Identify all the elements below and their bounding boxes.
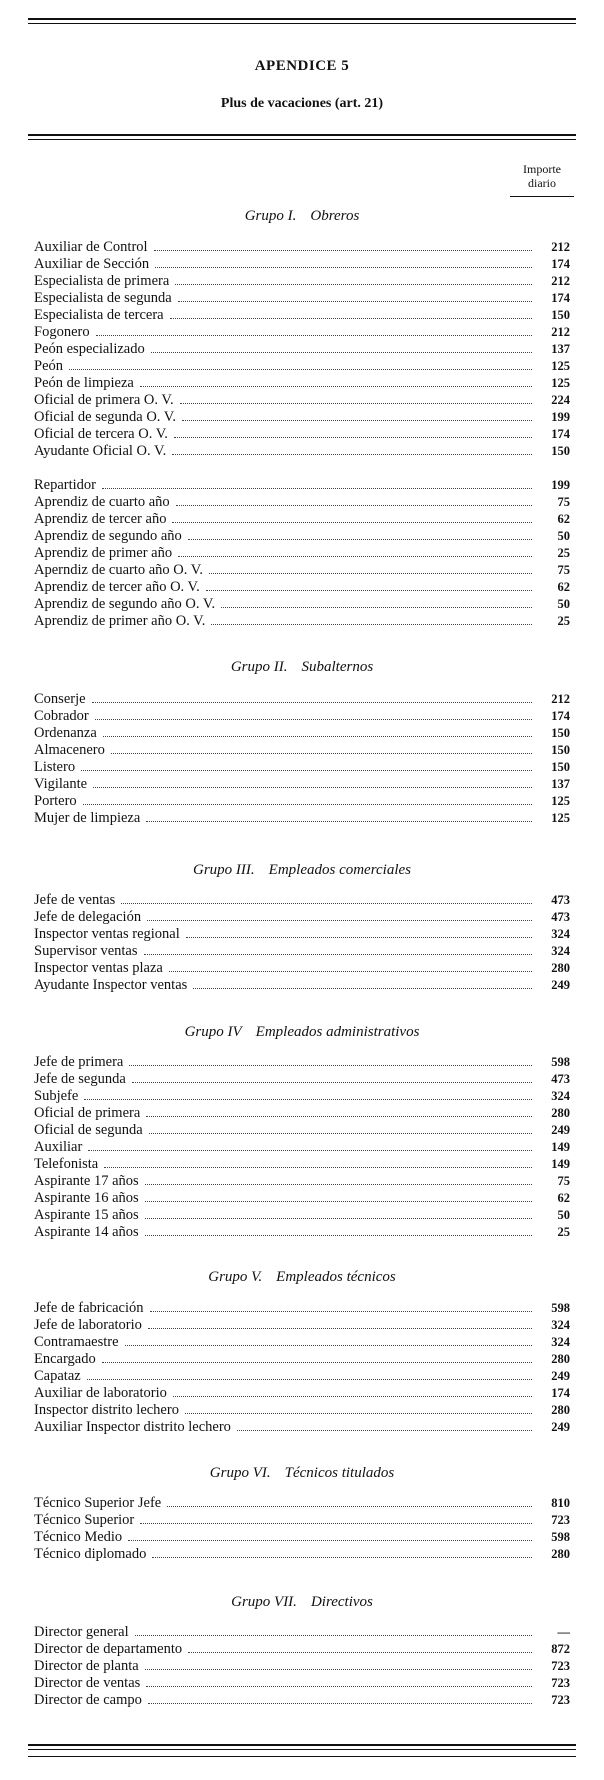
- row-label: Repartidor: [34, 477, 97, 493]
- dot-leader: [88, 1150, 532, 1151]
- row-value: 598: [551, 1530, 570, 1544]
- row-label: Listero: [34, 759, 76, 775]
- table-row: [34, 1512, 570, 1529]
- dot-leader: [151, 352, 532, 353]
- row-value: 324: [551, 927, 570, 941]
- table-row: [34, 1139, 570, 1156]
- table-row: [34, 1368, 570, 1385]
- group-number: Grupo VII.: [231, 1594, 297, 1610]
- group-title: [0, 1594, 604, 1611]
- row-label: Auxiliar de laboratorio: [34, 1385, 167, 1401]
- row-label: Peón especializado: [34, 341, 145, 357]
- row-label: Aprendiz de tercer año O. V.: [34, 579, 200, 595]
- row-value: 125: [551, 811, 570, 825]
- row-label: Supervisor ventas: [34, 943, 138, 959]
- dot-leader: [169, 971, 532, 972]
- group-number: Grupo II.: [230, 659, 288, 675]
- row-label: Cobrador: [34, 708, 89, 724]
- dot-leader: [140, 386, 532, 387]
- row-value: 212: [551, 692, 570, 706]
- dot-leader: [172, 522, 532, 523]
- group-title: [0, 208, 604, 225]
- row-label: Almacenero: [34, 742, 105, 758]
- table-row: [34, 545, 570, 562]
- table-row: [34, 358, 570, 375]
- table-row: [34, 1156, 570, 1173]
- group-name: Empleados comerciales: [268, 862, 411, 878]
- table-row: [34, 691, 570, 708]
- row-label: Peón: [34, 358, 63, 374]
- dot-leader: [146, 1686, 532, 1687]
- top-rule: [28, 18, 576, 20]
- column-header: Importe diario: [523, 162, 561, 190]
- row-value: 280: [551, 1403, 570, 1417]
- table-row: [34, 324, 570, 341]
- dot-leader: [146, 1116, 532, 1117]
- row-label: Auxiliar de Control: [34, 239, 148, 255]
- table-row: [34, 1054, 570, 1071]
- row-label: Inspector ventas plaza: [34, 960, 163, 976]
- group-table: [34, 1624, 570, 1709]
- dot-leader: [103, 736, 532, 737]
- dot-leader: [173, 1396, 532, 1397]
- row-value: 280: [551, 1547, 570, 1561]
- table-row: [34, 426, 570, 443]
- row-value: 280: [551, 961, 570, 975]
- row-label: Inspector ventas regional: [34, 926, 180, 942]
- table-row: [34, 1334, 570, 1351]
- row-label: Aprendiz de primer año: [34, 545, 173, 561]
- row-value: 723: [551, 1659, 570, 1673]
- dot-leader: [148, 1328, 532, 1329]
- table-row: [34, 392, 570, 409]
- group-table: [34, 691, 570, 827]
- row-value: 25: [557, 614, 570, 628]
- row-value: 473: [551, 893, 570, 907]
- row-value: 473: [551, 910, 570, 924]
- dot-leader: [147, 920, 532, 921]
- row-label: Jefe de delegación: [34, 909, 142, 925]
- table-row: [34, 1495, 570, 1512]
- page-title: APENDICE 5: [254, 58, 350, 74]
- bottom-rule: [28, 1744, 576, 1746]
- dot-leader: [132, 1082, 532, 1083]
- table-row: [34, 528, 570, 545]
- table-row: [34, 494, 570, 511]
- table-row: [34, 596, 570, 613]
- table-row: [34, 960, 570, 977]
- dot-leader: [185, 1413, 532, 1414]
- table-row: [34, 909, 570, 926]
- row-value: 199: [551, 478, 570, 492]
- row-value: 150: [551, 760, 570, 774]
- group-table: [34, 892, 570, 994]
- dot-leader: [180, 403, 532, 404]
- row-value: 174: [551, 291, 570, 305]
- dot-leader: [95, 719, 532, 720]
- table-row: [34, 375, 570, 392]
- row-label: Aspirante 15 años: [34, 1207, 139, 1223]
- dot-leader: [170, 318, 532, 319]
- table-row: [34, 256, 570, 273]
- row-label: Auxiliar de Sección: [34, 256, 150, 272]
- dot-leader: [145, 1669, 532, 1670]
- group-title: [0, 1465, 604, 1482]
- dot-leader: [128, 1540, 532, 1541]
- dot-leader: [145, 1218, 532, 1219]
- row-value: 810: [551, 1496, 570, 1510]
- row-label: Mujer de limpieza: [34, 810, 141, 826]
- dot-leader: [175, 284, 532, 285]
- dot-leader: [144, 954, 533, 955]
- dot-leader: [221, 607, 532, 608]
- row-value: —: [557, 1625, 570, 1639]
- dot-leader: [145, 1235, 532, 1236]
- row-label: Aspirante 17 años: [34, 1173, 139, 1189]
- group-table: [34, 1495, 570, 1563]
- row-value: 249: [551, 1123, 570, 1137]
- dot-leader: [83, 804, 532, 805]
- dot-leader: [102, 1362, 532, 1363]
- row-value: 199: [551, 410, 570, 424]
- row-value: 75: [557, 1174, 570, 1188]
- table-row: [34, 579, 570, 596]
- row-value: 125: [551, 359, 570, 373]
- table-row: [34, 1088, 570, 1105]
- row-value: 249: [551, 1420, 570, 1434]
- row-value: 150: [551, 308, 570, 322]
- table-row: [34, 742, 570, 759]
- dot-leader: [178, 301, 532, 302]
- row-label: Oficial de tercera O. V.: [34, 426, 168, 442]
- table-row: [34, 1546, 570, 1563]
- row-label: Director general: [34, 1624, 129, 1640]
- dot-leader: [150, 1311, 533, 1312]
- dot-leader: [92, 702, 532, 703]
- table-row: [34, 1351, 570, 1368]
- row-value: 25: [557, 546, 570, 560]
- table-row: [34, 1224, 570, 1241]
- group-number: Grupo III.: [193, 862, 255, 878]
- row-label: Contramaestre: [34, 1334, 119, 1350]
- table-row: [34, 511, 570, 528]
- table-row: [34, 1529, 570, 1546]
- dot-leader: [81, 770, 532, 771]
- row-value: 125: [551, 794, 570, 808]
- table-row: [34, 443, 570, 460]
- table-row: [34, 977, 570, 994]
- dot-leader: [193, 988, 532, 989]
- row-label: Ordenanza: [34, 725, 97, 741]
- row-value: 224: [551, 393, 570, 407]
- row-value: 723: [551, 1513, 570, 1527]
- table-row: [34, 759, 570, 776]
- dot-leader: [188, 1652, 532, 1653]
- table-row: [34, 1692, 570, 1709]
- header-rule-thin: [28, 139, 576, 140]
- group-name: Subalternos: [301, 659, 374, 675]
- row-value: 150: [551, 726, 570, 740]
- group-number: Grupo I.: [244, 208, 297, 224]
- table-row: [34, 810, 570, 827]
- dot-leader: [176, 505, 532, 506]
- dot-leader: [149, 1133, 532, 1134]
- row-label: Ayudante Inspector ventas: [34, 977, 188, 993]
- row-label: Aprendiz de segundo año: [34, 528, 182, 544]
- row-value: 280: [551, 1352, 570, 1366]
- row-label: Jefe de primera: [34, 1054, 124, 1070]
- row-value: 137: [551, 777, 570, 791]
- group-title: [0, 1024, 604, 1041]
- row-label: Oficial de primera: [34, 1105, 141, 1121]
- dot-leader: [146, 821, 532, 822]
- table-row: [34, 273, 570, 290]
- row-label: Director de departamento: [34, 1641, 183, 1657]
- dot-leader: [140, 1523, 532, 1524]
- row-label: Ayudante Oficial O. V.: [34, 443, 167, 459]
- row-value: 75: [557, 495, 570, 509]
- row-value: 50: [557, 529, 570, 543]
- group-title: [0, 659, 604, 676]
- group-table: [34, 477, 570, 630]
- dot-leader: [174, 437, 532, 438]
- dot-leader: [102, 488, 532, 489]
- row-value: 324: [551, 1318, 570, 1332]
- row-label: Telefonista: [34, 1156, 99, 1172]
- row-label: Fogonero: [34, 324, 90, 340]
- dot-leader: [84, 1099, 532, 1100]
- row-value: 249: [551, 1369, 570, 1383]
- row-value: 723: [551, 1693, 570, 1707]
- dot-leader: [237, 1430, 532, 1431]
- row-label: Director de planta: [34, 1658, 139, 1674]
- row-value: 723: [551, 1676, 570, 1690]
- dot-leader: [121, 903, 532, 904]
- row-value: 75: [557, 563, 570, 577]
- row-label: Jefe de segunda: [34, 1071, 126, 1087]
- group-name: Obreros: [310, 208, 360, 224]
- dot-leader: [206, 590, 532, 591]
- row-label: Oficial de segunda O. V.: [34, 409, 177, 425]
- table-row: [34, 793, 570, 810]
- row-value: 150: [551, 444, 570, 458]
- row-label: Jefe de fabricación: [34, 1300, 144, 1316]
- row-label: Oficial de segunda: [34, 1122, 143, 1138]
- row-label: Inspector distrito lechero: [34, 1402, 179, 1418]
- row-label: Especialista de segunda: [34, 290, 172, 306]
- row-value: 324: [551, 944, 570, 958]
- table-row: [34, 926, 570, 943]
- row-value: 598: [551, 1301, 570, 1315]
- table-row: [34, 892, 570, 909]
- row-label: Conserje: [34, 691, 86, 707]
- group-name: Empleados técnicos: [276, 1269, 396, 1285]
- group-table: [34, 1054, 570, 1241]
- row-label: Aprendiz de tercer año: [34, 511, 167, 527]
- row-value: 174: [551, 709, 570, 723]
- column-header-underline: [510, 196, 574, 197]
- table-row: [34, 1675, 570, 1692]
- dot-leader: [152, 1557, 532, 1558]
- dot-leader: [145, 1201, 532, 1202]
- table-row: [34, 776, 570, 793]
- dot-leader: [87, 1379, 532, 1380]
- row-label: Técnico diplomado: [34, 1546, 147, 1562]
- table-row: [34, 341, 570, 358]
- dot-leader: [148, 1703, 532, 1704]
- dot-leader: [125, 1345, 532, 1346]
- table-row: [34, 477, 570, 494]
- bottom-rule-thin: [28, 1749, 576, 1750]
- group-name: Técnicos titulados: [284, 1465, 395, 1481]
- table-row: [34, 1317, 570, 1334]
- row-label: Aprendiz de primer año O. V.: [34, 613, 206, 629]
- row-label: Capataz: [34, 1368, 81, 1384]
- header-rule: [28, 134, 576, 136]
- row-value: 324: [551, 1089, 570, 1103]
- row-value: 174: [551, 257, 570, 271]
- group-name: Directivos: [310, 1594, 373, 1610]
- row-value: 872: [551, 1642, 570, 1656]
- row-label: Director de campo: [34, 1692, 142, 1708]
- dot-leader: [155, 267, 532, 268]
- row-label: Director de ventas: [34, 1675, 141, 1691]
- dot-leader: [211, 624, 532, 625]
- row-label: Jefe de ventas: [34, 892, 116, 908]
- table-row: [34, 1385, 570, 1402]
- row-label: Oficial de primera O. V.: [34, 392, 174, 408]
- table-row: [34, 1641, 570, 1658]
- row-value: 280: [551, 1106, 570, 1120]
- row-value: 62: [557, 1191, 570, 1205]
- table-row: [34, 1624, 570, 1641]
- table-row: [34, 1658, 570, 1675]
- dot-leader: [167, 1506, 532, 1507]
- table-row: [34, 1190, 570, 1207]
- row-value: 50: [557, 597, 570, 611]
- group-title: [0, 862, 604, 879]
- group-number: Grupo VI.: [209, 1465, 271, 1481]
- table-row: [34, 409, 570, 426]
- group-table: [34, 239, 570, 460]
- dot-leader: [145, 1184, 532, 1185]
- row-value: 62: [557, 580, 570, 594]
- row-value: 150: [551, 743, 570, 757]
- table-row: [34, 708, 570, 725]
- row-label: Vigilante: [34, 776, 88, 792]
- dot-leader: [172, 454, 532, 455]
- bottom-rule-lower: [28, 1756, 576, 1757]
- row-label: Aprendiz de segundo año O. V.: [34, 596, 216, 612]
- row-value: 473: [551, 1072, 570, 1086]
- table-row: [34, 290, 570, 307]
- row-value: 212: [551, 325, 570, 339]
- table-row: [34, 1105, 570, 1122]
- row-value: 25: [557, 1225, 570, 1239]
- row-value: 174: [551, 427, 570, 441]
- row-label: Portero: [34, 793, 77, 809]
- table-row: [34, 562, 570, 579]
- row-label: Especialista de primera: [34, 273, 170, 289]
- table-row: [34, 1173, 570, 1190]
- dot-leader: [111, 753, 532, 754]
- table-row: [34, 613, 570, 630]
- row-value: 149: [551, 1140, 570, 1154]
- row-value: 125: [551, 376, 570, 390]
- row-label: Jefe de laboratorio: [34, 1317, 142, 1333]
- row-label: Aprendiz de cuarto año: [34, 494, 170, 510]
- table-row: [34, 1402, 570, 1419]
- row-value: 598: [551, 1055, 570, 1069]
- group-title: [0, 1269, 604, 1286]
- row-label: Aperndiz de cuarto año O. V.: [34, 562, 203, 578]
- group-number: Grupo V.: [208, 1269, 263, 1285]
- dot-leader: [135, 1635, 532, 1636]
- table-row: [34, 239, 570, 256]
- row-value: 324: [551, 1335, 570, 1349]
- group-table: [34, 1300, 570, 1436]
- table-row: [34, 1300, 570, 1317]
- row-value: 137: [551, 342, 570, 356]
- table-row: [34, 1071, 570, 1088]
- row-label: Encargado: [34, 1351, 96, 1367]
- row-label: Técnico Medio: [34, 1529, 123, 1545]
- table-row: [34, 1419, 570, 1436]
- row-value: 149: [551, 1157, 570, 1171]
- group-number: Grupo IV: [184, 1024, 242, 1040]
- top-rule-thin: [28, 23, 576, 24]
- row-label: Peón de limpieza: [34, 375, 134, 391]
- page-subtitle: Plus de vacaciones (art. 21): [220, 96, 384, 111]
- row-value: 212: [551, 240, 570, 254]
- dot-leader: [178, 556, 532, 557]
- dot-leader: [186, 937, 532, 938]
- row-label: Aspirante 14 años: [34, 1224, 139, 1240]
- dot-leader: [93, 787, 532, 788]
- table-row: [34, 725, 570, 742]
- row-label: Especialista de tercera: [34, 307, 164, 323]
- table-row: [34, 1122, 570, 1139]
- row-value: 50: [557, 1208, 570, 1222]
- dot-leader: [154, 250, 532, 251]
- dot-leader: [104, 1167, 532, 1168]
- group-name: Empleados administrativos: [255, 1024, 420, 1040]
- row-value: 174: [551, 1386, 570, 1400]
- dot-leader: [69, 369, 532, 370]
- row-label: Técnico Superior: [34, 1512, 135, 1528]
- dot-leader: [182, 420, 532, 421]
- row-value: 62: [557, 512, 570, 526]
- row-label: Aspirante 16 años: [34, 1190, 139, 1206]
- row-label: Subjefe: [34, 1088, 79, 1104]
- dot-leader: [96, 335, 532, 336]
- row-value: 249: [551, 978, 570, 992]
- dot-leader: [129, 1065, 532, 1066]
- row-label: Auxiliar: [34, 1139, 83, 1155]
- table-row: [34, 1207, 570, 1224]
- table-row: [34, 307, 570, 324]
- dot-leader: [188, 539, 532, 540]
- row-label: Técnico Superior Jefe: [34, 1495, 162, 1511]
- row-label: Auxiliar Inspector distrito lechero: [34, 1419, 231, 1435]
- row-value: 212: [551, 274, 570, 288]
- dot-leader: [209, 573, 532, 574]
- table-row: [34, 943, 570, 960]
